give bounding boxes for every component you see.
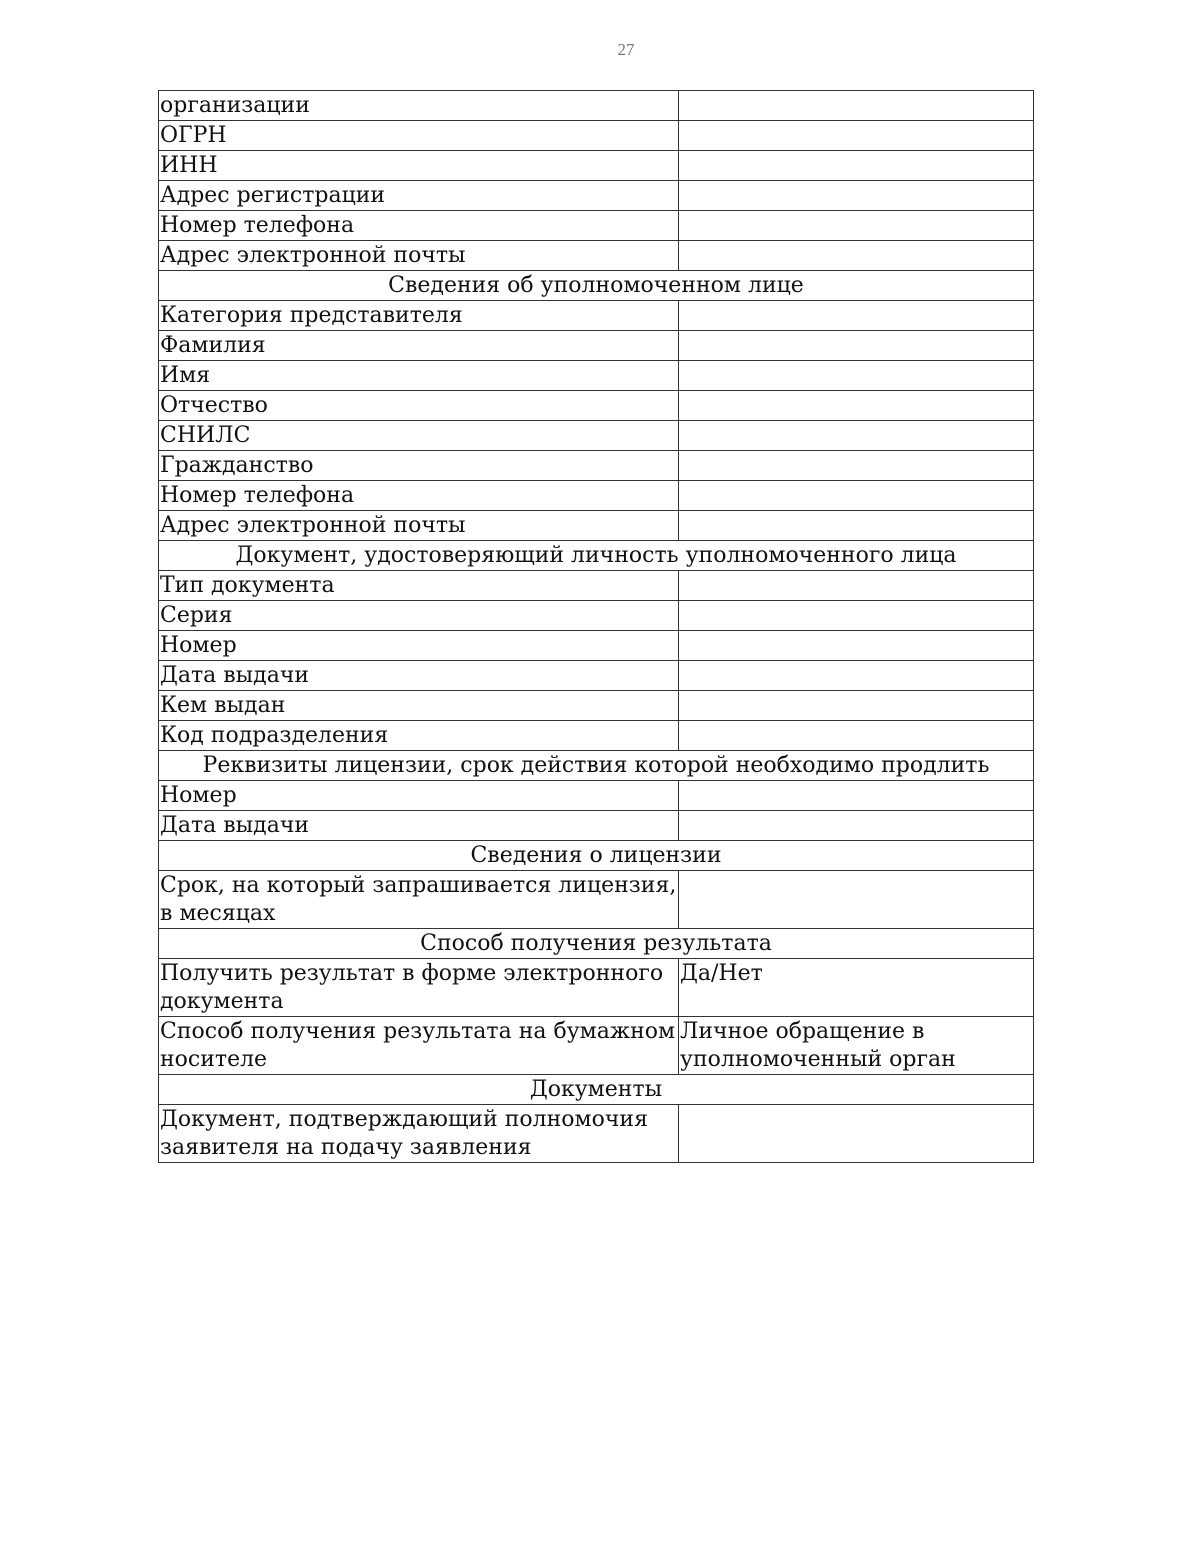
field-value [679,511,1034,541]
field-value [679,241,1034,271]
form-field-row [159,571,1034,601]
page-number: 27 [617,40,635,59]
field-value [679,421,1034,451]
field-value [679,871,1034,929]
form-field-row [159,331,1034,361]
field-value [679,571,1034,601]
field-label: Адрес электронной почты [159,241,679,271]
field-value [679,1105,1034,1163]
field-value [679,811,1034,841]
field-label: Дата выдачи [159,661,679,691]
form-field-row [159,871,1034,929]
form-field-row [159,391,1034,421]
form-field-row [159,241,1034,271]
field-value [679,151,1034,181]
field-label: Отчество [159,391,679,421]
field-label: Адрес регистрации [159,181,679,211]
field-label: Кем выдан [159,691,679,721]
field-value [679,781,1034,811]
field-label: Срок, на который запрашивается лицензия, в месяцах [159,871,679,929]
field-label: Категория представителя [159,301,679,331]
field-value [679,661,1034,691]
field-value: Да/Нет [679,959,1034,1017]
field-label: Адрес электронной почты [159,511,679,541]
form-field-row [159,181,1034,211]
field-value [679,391,1034,421]
field-label: Номер телефона [159,211,679,241]
field-label: Дата выдачи [159,811,679,841]
form-field-row [159,601,1034,631]
section-title: Документ, удостоверяющий личность уполномоченного лица [159,541,1034,571]
application-form-table [158,90,1034,1163]
field-label: Получить результат в форме электронного документа [159,959,679,1017]
field-value [679,121,1034,151]
field-value [679,601,1034,631]
field-label: Гражданство [159,451,679,481]
form-table-body [159,91,1034,1163]
field-label: Имя [159,361,679,391]
form-field-row [159,91,1034,121]
section-title: Документы [159,1075,1034,1105]
form-field-row [159,631,1034,661]
section-header-row [159,1075,1034,1105]
section-title: Сведения о лицензии [159,841,1034,871]
section-title: Сведения об уполномоченном лице [159,271,1034,301]
form-field-row [159,511,1034,541]
field-label: Серия [159,601,679,631]
form-field-row [159,1105,1034,1163]
field-value [679,721,1034,751]
field-label: Номер телефона [159,481,679,511]
field-label: Номер [159,631,679,661]
field-value [679,451,1034,481]
field-label: Номер [159,781,679,811]
field-value: Личное обращение в уполномоченный орган [679,1017,1034,1075]
form-field-row [159,1017,1034,1075]
field-label: ИНН [159,151,679,181]
section-header-row [159,541,1034,571]
form-field-row [159,481,1034,511]
form-field-row [159,451,1034,481]
form-field-row [159,121,1034,151]
section-header-row [159,751,1034,781]
form-field-row [159,781,1034,811]
form-field-row [159,959,1034,1017]
field-label: Тип документа [159,571,679,601]
field-value [679,301,1034,331]
field-label: Документ, подтверждающий полномочия заявителя на подачу заявления [159,1105,679,1163]
field-value [679,211,1034,241]
form-field-row [159,151,1034,181]
field-label: организации [159,91,679,121]
field-label: Способ получения результата на бумажном носителе [159,1017,679,1075]
section-title: Реквизиты лицензии, срок действия которой необходимо продлить [159,751,1034,781]
section-header-row [159,271,1034,301]
section-header-row [159,841,1034,871]
form-field-row [159,421,1034,451]
field-label: Фамилия [159,331,679,361]
field-value [679,361,1034,391]
section-header-row [159,929,1034,959]
field-value [679,91,1034,121]
field-label: СНИЛС [159,421,679,451]
field-label: ОГРН [159,121,679,151]
form-field-row [159,691,1034,721]
field-label: Код подразделения [159,721,679,751]
form-field-row [159,661,1034,691]
form-field-row [159,361,1034,391]
field-value [679,691,1034,721]
field-value [679,481,1034,511]
form-field-row [159,811,1034,841]
form-field-row [159,301,1034,331]
field-value [679,181,1034,211]
form-field-row [159,211,1034,241]
section-title: Способ получения результата [159,929,1034,959]
field-value [679,631,1034,661]
form-field-row [159,721,1034,751]
field-value [679,331,1034,361]
